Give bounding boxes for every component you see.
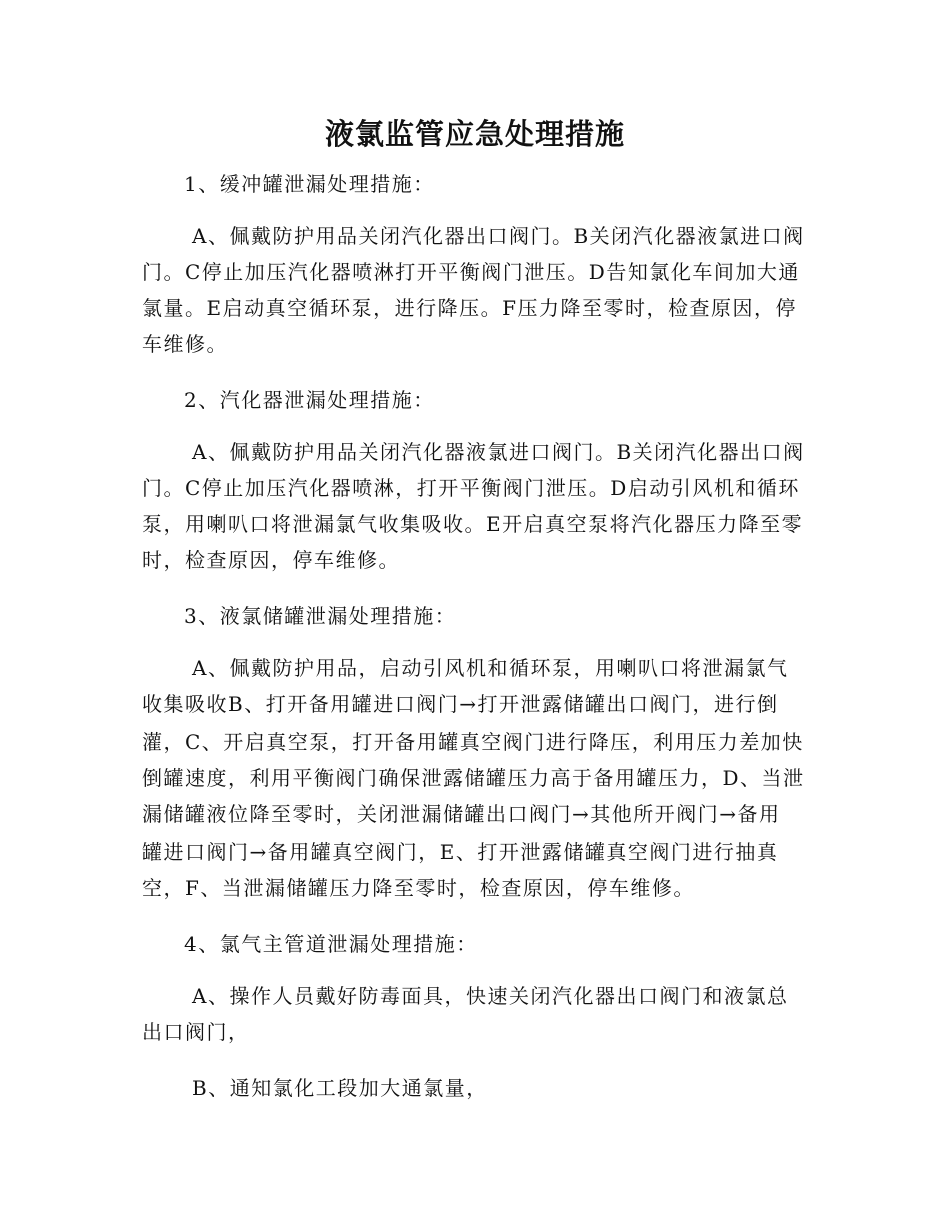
section-heading-4: 4、氯气主管道泄漏处理措施：: [184, 932, 478, 956]
section-3-line-1: A、佩戴防护用品，启动引风机和循环泵，用喇叭口将泄漏氯气: [192, 656, 789, 680]
section-heading-3: 3、液氯储罐泄漏处理措施：: [184, 604, 457, 628]
section-3-line-4: 倒罐速度，利用平衡阀门确保泄露储罐压力高于备用罐压力，D、当泄: [142, 766, 805, 790]
section-2-line-4: 时，检查原因，停车维修。: [142, 548, 400, 572]
section-2-line-3: 泵，用喇叭口将泄漏氯气收集吸收。E开启真空泵将汽化器压力降至零: [142, 512, 804, 536]
section-4-line-2: 出口阀门，: [142, 1020, 250, 1044]
document-title: 液氯监管应急处理措施: [324, 117, 625, 151]
section-4-line-1: A、操作人员戴好防毒面具，快速关闭汽化器出口阀门和液氯总: [192, 984, 789, 1008]
section-4-extra-line: B、通知氯化工段加大通氯量，: [192, 1076, 488, 1100]
section-1-line-4: 车维修。: [142, 332, 228, 356]
section-heading-1: 1、缓冲罐泄漏处理措施：: [184, 172, 435, 196]
section-2-line-1: A、佩戴防护用品关闭汽化器液氯进口阀门。B关闭汽化器出口阀: [192, 440, 805, 464]
section-heading-2: 2、汽化器泄漏处理措施：: [184, 388, 435, 412]
section-3-line-5: 漏储罐液位降至零时，关闭泄漏储罐出口阀门→其他所开阀门→备用: [142, 802, 781, 826]
section-1-line-1: A、佩戴防护用品关闭汽化器出口阀门。B关闭汽化器液氯进口阀: [192, 224, 805, 248]
section-3-line-6: 罐进口阀门→备用罐真空阀门，E、打开泄露储罐真空阀门进行抽真: [142, 840, 779, 864]
section-1-line-2: 门。C停止加压汽化器喷淋打开平衡阀门泄压。D告知氯化车间加大通: [142, 260, 800, 284]
section-1-line-3: 氯量。E启动真空循环泵，进行降压。F压力降至零时，检查原因，停: [142, 296, 797, 320]
section-3-line-7: 空，F、当泄漏储罐压力降至零时，检查原因，停车维修。: [142, 876, 695, 900]
section-3-line-3: 灌，C、开启真空泵，打开备用罐真空阀门进行降压，利用压力差加快: [142, 730, 804, 754]
section-2-line-2: 门。C停止加压汽化器喷淋，打开平衡阀门泄压。D启动引风机和循环: [142, 476, 800, 500]
section-3-line-2: 收集吸收B、打开备用罐进口阀门→打开泄露储罐出口阀门，进行倒: [142, 692, 779, 716]
